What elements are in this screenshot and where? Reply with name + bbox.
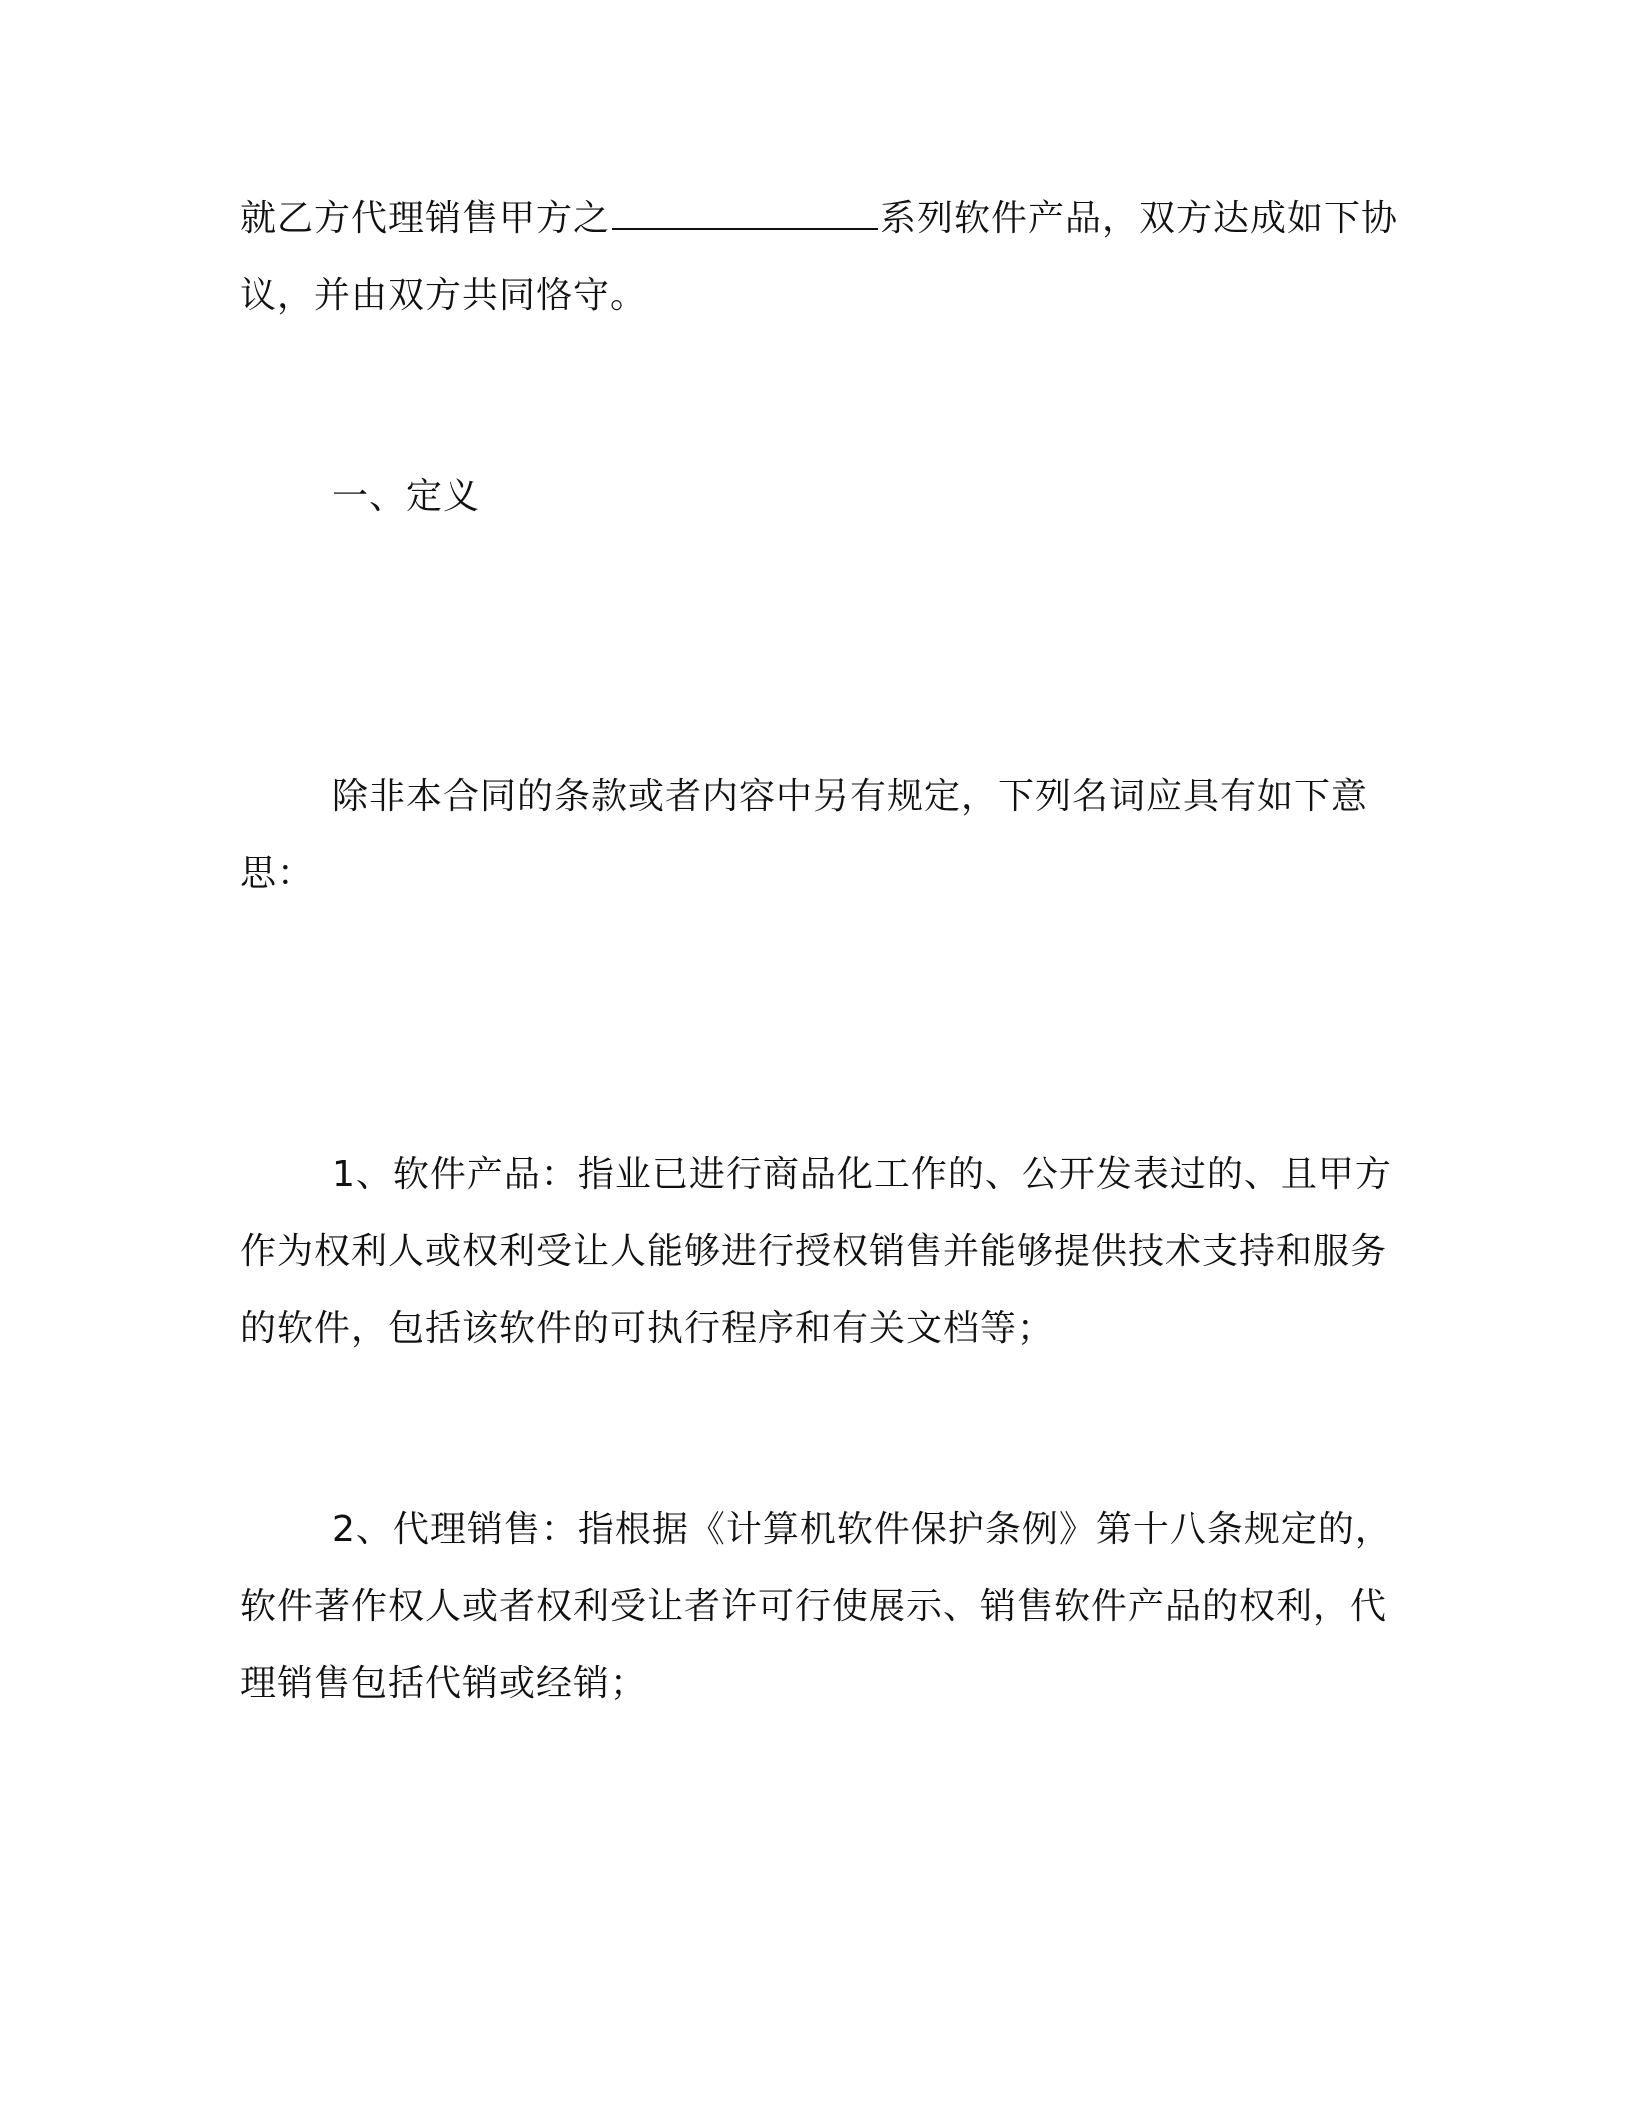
preamble-paragraph — [240, 180, 1400, 334]
section-heading-definitions: 一、定义 — [332, 476, 481, 517]
preamble-text-before-blank: 就乙方代理销售甲方之 — [240, 198, 611, 239]
definitions-intro-paragraph: 除非本合同的条款或者内容中另有规定，下列名词应具有如下意思： — [240, 776, 1369, 894]
definition-software-product: 1、软件产品：指业已进行商品化工作的、公开发表过的、且甲方作为权利人或权利受让人能够进行授权销售并能够提供技术支持和服务的软件，包括该软件的可执行程序和有关文档等； — [240, 1154, 1392, 1349]
product-name-blank — [612, 194, 878, 230]
preamble-text-after-blank: 系列软件产品，双方达成如下协议，并由双方共同恪守。 — [240, 198, 1399, 316]
definition-agency-sales: 2、代理销售：指根据《计算机软件保护条例》第十八条规定的，软件著作权人或者权利受让者许可行使展示、销售软件产品的权利，代理销售包括代销或经销； — [240, 1509, 1392, 1704]
